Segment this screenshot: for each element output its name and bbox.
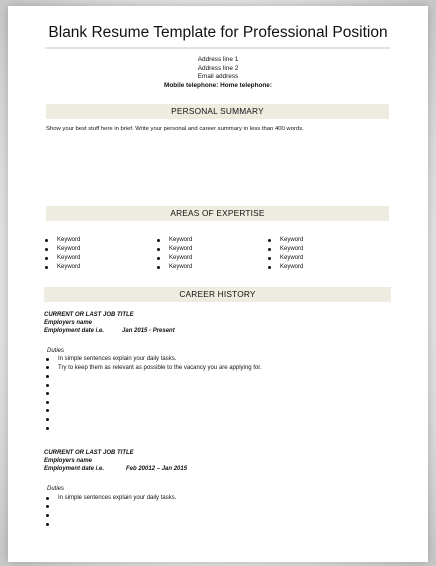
job-title: CURRENT OR LAST JOB TITLE [44,450,134,456]
job-entry-2 [44,449,187,474]
bullet-icon [46,409,49,412]
employment-dates: Jan 2015 - Present [122,328,175,335]
keyword-item: Keyword [45,254,80,263]
career-heading-band [44,287,391,302]
employer-name: Employers name [44,320,93,327]
bullet-icon [157,266,160,269]
keyword-item: Keyword [268,263,303,272]
bullet-icon [46,401,49,404]
keyword-item: Keyword [45,236,80,245]
expertise-heading-band [46,206,389,221]
keyword-column-1 [45,236,80,272]
bullet-icon [157,257,160,260]
document-title: Blank Resume Template for Professional Position [48,24,388,41]
career-heading: CAREER HISTORY [179,289,256,299]
employment-date-row [44,465,187,473]
address-line-2: Address line 2 [197,64,239,72]
expertise-heading: AREAS OF EXPERTISE [170,208,265,218]
duty-item [46,398,262,407]
keyword-item: Keyword [157,263,192,272]
bullet-icon [45,248,48,251]
duty-item [46,415,262,424]
duties-list-1 [46,355,262,432]
bullet-icon [46,505,49,508]
bullet-icon [46,523,49,526]
duty-item [46,407,262,416]
duty-item: Try to keep them as relevant as possible to the vacancy you are applying for. [46,364,262,373]
title-divider [45,47,390,49]
employment-dates: Feb 20012 – Jan 2015 [126,466,188,473]
duties-heading: Duties [47,348,65,354]
bullet-icon [46,366,49,369]
bullet-icon [46,392,49,395]
bullet-icon [46,497,49,500]
bullet-icon [46,358,49,361]
keyword-column-2 [157,236,192,272]
duty-item [46,372,262,381]
bullet-icon [46,375,49,378]
bullet-icon [45,239,48,242]
bullet-icon [46,427,49,430]
bullet-icon [45,257,48,260]
summary-heading-band [46,104,389,119]
employment-date-label: Employment date i.e. [44,328,105,335]
duty-item: In simple sentences explain your daily tasks. [46,494,176,503]
keyword-item: Keyword [268,236,303,245]
keyword-item: Keyword [45,245,80,254]
duty-item: In simple sentences explain your daily tasks. [46,355,262,364]
duty-item [46,381,262,390]
duties-heading: Duties [47,486,65,492]
duty-item [46,520,176,529]
bullet-icon [268,266,271,269]
bullet-icon [157,239,160,242]
telephone-numbers: Mobile telephone: Home telephone: [164,81,272,89]
job-title: CURRENT OR LAST JOB TITLE [44,312,134,318]
bullet-icon [46,384,49,387]
summary-heading: PERSONAL SUMMARY [171,106,264,116]
email-address: Email address [197,73,239,81]
address-line-1: Address line 1 [197,56,239,63]
bullet-icon [46,514,49,517]
contact-block [0,56,436,90]
keyword-item: Keyword [157,236,192,245]
keyword-item: Keyword [268,254,303,263]
employment-date-row [44,327,175,335]
employment-date-label: Employment date i.e. [44,466,105,473]
bullet-icon [45,266,48,269]
duty-item [46,503,176,512]
bullet-icon [268,248,271,251]
keyword-item: Keyword [157,254,192,263]
bullet-icon [268,257,271,260]
bullet-icon [46,418,49,421]
job-entry-1 [44,311,175,336]
bullet-icon [157,248,160,251]
duty-item [46,389,262,398]
keyword-column-3 [268,236,303,272]
keyword-item: Keyword [157,245,192,254]
summary-text: Show your best stuff here in brief. Write your personal and career summary in less than 400 words. [46,126,304,132]
bullet-icon [268,239,271,242]
employer-name: Employers name [44,458,93,465]
keyword-item: Keyword [268,245,303,254]
duties-list-2 [46,494,176,528]
keyword-item: Keyword [45,263,80,272]
duty-item [46,511,176,520]
duty-item [46,424,262,433]
